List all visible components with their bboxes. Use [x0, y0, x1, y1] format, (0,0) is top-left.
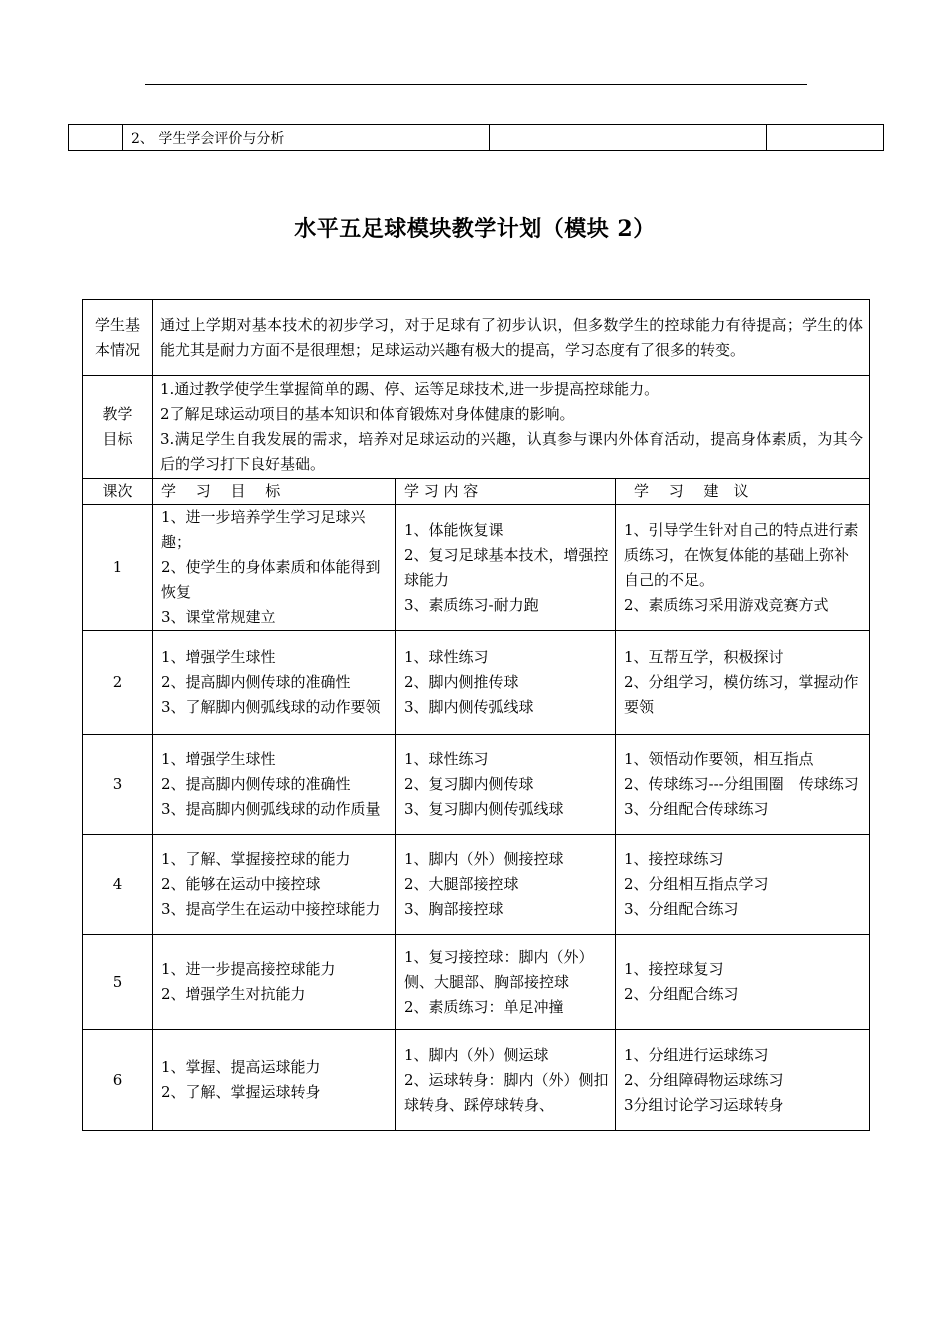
column-header-content: 学 习 内 容	[396, 479, 616, 505]
lesson-goals	[153, 935, 396, 1030]
lesson-suggestions	[616, 1030, 870, 1131]
lesson-content-item: 1、球性练习	[404, 750, 489, 768]
lesson-goals-item: 2、提高脚内侧传球的准确性	[161, 673, 351, 691]
lesson-goals-item: 1、增强学生球性	[161, 750, 276, 768]
lesson-row	[83, 735, 870, 835]
lesson-goals	[153, 1030, 396, 1131]
lesson-number: 4	[83, 835, 153, 935]
lesson-content-item: 2、脚内侧推传球	[404, 673, 519, 691]
lesson-content-item: 3、素质练习-耐力跑	[404, 595, 539, 614]
lesson-suggestions	[616, 505, 870, 631]
lesson-content-item: 2、复习脚内侧传球	[404, 775, 534, 793]
lesson-content	[396, 835, 616, 935]
lesson-goals-item: 1、增强学生球性	[161, 648, 276, 666]
lesson-content-item: 2、大腿部接控球	[404, 875, 519, 893]
lesson-content	[396, 935, 616, 1030]
lesson-content	[396, 735, 616, 835]
previous-page-table-tail	[68, 124, 884, 151]
lesson-suggestions-item: 3、分组配合练习	[624, 900, 739, 918]
teaching-goal-item: 3.满足学生自我发展的需求，培养对足球运动的兴趣，认真参与课内外体育活动，提高身体素质，为其今后的学习打下良好基础。	[160, 430, 863, 473]
lesson-suggestions	[616, 735, 870, 835]
lesson-number: 6	[83, 1030, 153, 1131]
lesson-goals-item: 2、能够在运动中接控球	[161, 875, 321, 893]
lesson-row	[83, 835, 870, 935]
lesson-content	[396, 1030, 616, 1131]
lesson-content-item: 3、胸部接控球	[404, 900, 504, 918]
lesson-goals-item: 1、掌握、提高运球能力	[161, 1058, 321, 1076]
lesson-goals-item: 2、了解、掌握运球转身	[161, 1083, 321, 1101]
lesson-content	[396, 631, 616, 735]
lesson-suggestions-item: 2、分组障碍物运球练习	[624, 1070, 784, 1089]
column-header-row	[83, 479, 870, 505]
teaching-goals-label: 教学 目标	[83, 376, 153, 479]
lesson-suggestions-item: 1、互帮互学，积极探讨	[624, 648, 784, 666]
lesson-goals-item: 2、使学生的身体素质和体能得到恢复	[161, 558, 381, 601]
lesson-content-item: 2、运球转身：脚内（外）侧扣球转身、踩停球转身、	[404, 1070, 609, 1114]
lesson-row	[83, 935, 870, 1030]
lesson-goals-item: 3、课堂常规建立	[161, 608, 276, 626]
lesson-goals	[153, 735, 396, 835]
lesson-goals-item: 3、提高脚内侧弧线球的动作质量	[161, 800, 381, 818]
lesson-suggestions-item: 3分组讨论学习运球转身	[624, 1095, 784, 1114]
lesson-content-item: 2、素质练习：单足冲撞	[404, 997, 564, 1016]
empty-cell	[490, 125, 767, 151]
lesson-content-item: 1、脚内（外）侧运球	[404, 1045, 549, 1064]
lesson-goals-item: 2、增强学生对抗能力	[161, 985, 306, 1003]
lesson-suggestions-item: 2、分组学习，模仿练习，掌握动作要领	[624, 673, 859, 716]
lesson-goals-item: 1、了解、掌握接控球的能力	[161, 850, 351, 868]
teaching-goal-item: 2了解足球运动项目的基本知识和体育锻炼对身体健康的影响。	[160, 405, 575, 423]
empty-cell	[767, 125, 884, 151]
lesson-goals-item: 3、提高学生在运动中接控球能力	[161, 900, 381, 918]
lesson-content-item: 1、脚内（外）侧接控球	[404, 850, 564, 868]
lesson-number: 2	[83, 631, 153, 735]
lesson-suggestions-item: 2、素质练习采用游戏竞赛方式	[624, 595, 829, 614]
page-title: 水平五足球模块教学计划（模块 2）	[294, 216, 656, 242]
lesson-goals-item: 3、了解脚内侧弧线球的动作要领	[161, 698, 381, 716]
lesson-suggestions	[616, 631, 870, 735]
lesson-suggestions-item: 2、分组相互指点学习	[624, 875, 769, 893]
lesson-content-item: 3、复习脚内侧传弧线球	[404, 800, 564, 818]
lesson-suggestions-item: 1、领悟动作要领，相互指点	[624, 750, 814, 768]
student-info-label: 学生基 本情况	[83, 300, 153, 376]
lesson-goals-item: 2、提高脚内侧传球的准确性	[161, 775, 351, 793]
lesson-row	[83, 1030, 870, 1131]
column-header-goal: 学 习 目 标	[153, 479, 396, 505]
lesson-content-item: 1、复习接控球：脚内（外）侧、大腿部、胸部接控球	[404, 947, 594, 991]
lesson-number: 3	[83, 735, 153, 835]
lesson-suggestions-item: 1、接控球练习	[624, 850, 724, 868]
lesson-content-item: 3、脚内侧传弧线球	[404, 698, 534, 716]
lesson-number: 5	[83, 935, 153, 1030]
teaching-plan-table	[82, 299, 870, 1131]
lesson-goals-item: 1、进一步培养学生学习足球兴趣；	[161, 508, 366, 551]
lesson-row	[83, 505, 870, 631]
lesson-row	[83, 631, 870, 735]
lesson-suggestions	[616, 935, 870, 1030]
lesson-suggestions-item: 1、分组进行运球练习	[624, 1045, 769, 1064]
student-info-row	[83, 300, 870, 376]
lesson-goals	[153, 631, 396, 735]
table-row	[69, 125, 884, 151]
teaching-goals-text	[153, 376, 870, 479]
lesson-suggestions-item: 1、引导学生针对自己的特点进行素质练习，在恢复体能的基础上弥补自己的不足。	[624, 520, 859, 589]
lesson-content-item: 2、复习足球基本技术，增强控球能力	[404, 545, 609, 589]
lesson-suggestions-item: 1、接控球复习	[624, 960, 724, 978]
lesson-suggestions-item: 3、分组配合传球练习	[624, 800, 769, 818]
lesson-goals	[153, 505, 396, 631]
column-header-lesson: 课次	[83, 479, 153, 505]
student-info-text: 通过上学期对基本技术的初步学习，对于足球有了初步认识，但多数学生的控球能力有待提高；学生的体能尤其是耐力方面不是很理想；足球运动兴趣有极大的提高，学习态度有了很多的转变。	[153, 300, 870, 376]
column-header-suggestion: 学 习 建 议	[616, 479, 870, 505]
teaching-goals-row	[83, 376, 870, 479]
lesson-suggestions-item: 2、分组配合练习	[624, 985, 739, 1003]
teaching-goal-item: 1.通过教学使学生掌握简单的踢、停、运等足球技术,进一步提高控球能力。	[160, 380, 660, 398]
lesson-content-item: 1、体能恢复课	[404, 520, 504, 539]
lesson-suggestions	[616, 835, 870, 935]
lesson-content-item: 1、球性练习	[404, 648, 489, 666]
lesson-goals-item: 1、进一步提高接控球能力	[161, 960, 336, 978]
lesson-number: 1	[83, 505, 153, 631]
lesson-goals	[153, 835, 396, 935]
evaluation-item: 2、 学生学会评价与分析	[123, 125, 490, 151]
lesson-suggestions-item: 2、传球练习---分组围圈 传球练习	[624, 775, 859, 793]
lesson-content	[396, 505, 616, 631]
empty-cell	[69, 125, 123, 151]
header-rule	[145, 84, 807, 85]
